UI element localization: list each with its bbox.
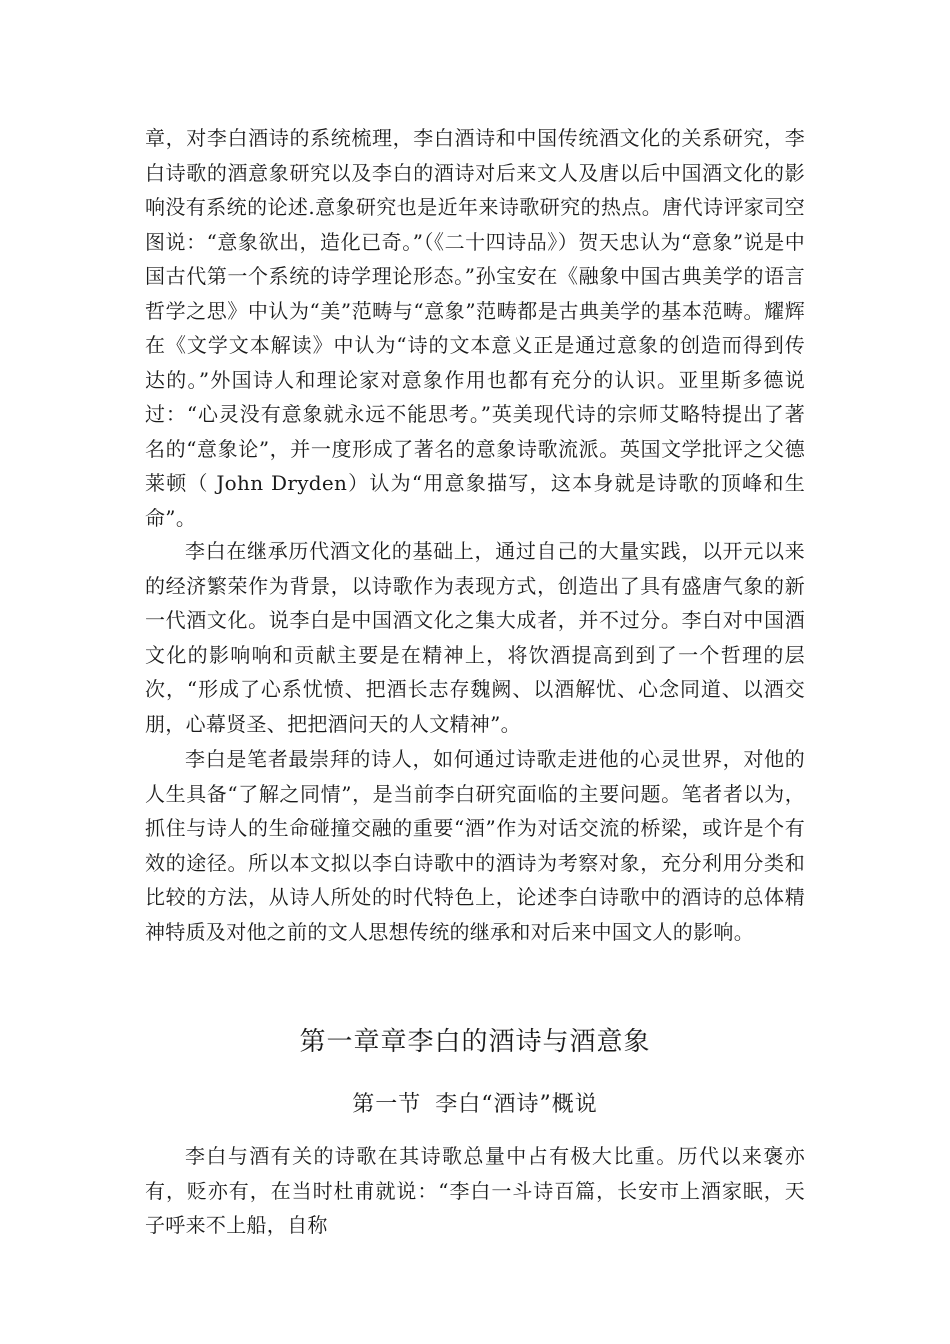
paragraph-research-review: 章，对李白酒诗的系统梳理，李白酒诗和中国传统酒文化的关系研究，李白诗歌的酒意象研究以及李白的酒诗对后来文人及唐以后中国酒文化的影响没有系统的论述.意象研究也是近年来诗歌研究的热点。唐代诗评家司空图说：“意象欲出，造化已奇。”（《二十四诗品》）贺天忠认为“意象”说是中国古代第一个系统的诗学理论形态。”孙宝安在《融象中国古典美学的语言哲学之思》中认为“美”范畴与“意象”范畴都是古典美学的基本范畴。耀辉在《文学文本解读》中认为“诗的文本意义正是通过意象的创造而得到传达的。”外国诗人和理论家对意象作用也都有充分的认识。亚里斯多德说过：“心灵没有意象就永远不能思考。”英美现代诗的宗师艾略特提出了著名的“意象论”，并一度形成了著名的意象诗歌流派。英国文学批评之父德莱顿（ John Dryden）认为“用意象描写，这本身就是诗歌的顶峰和生命”。 (145, 126, 805, 530)
section-number: 第一节 (352, 1092, 422, 1117)
section-title-text: 李白“酒诗”概说 (435, 1092, 598, 1117)
paragraph-section-intro: 李白与酒有关的诗歌在其诗歌总量中占有极大比重。历代以来褒亦有，贬亦有，在当时杜甫就说：“李白一斗诗百篇，长安市上酒家眠，天子呼来不上船，自称 (145, 1144, 805, 1237)
chapter-heading: 第一章章李白的酒诗与酒意象 (299, 1027, 651, 1057)
section-heading (0, 1088, 950, 1122)
paragraph-li-bai-wine-culture: 李白在继承历代酒文化的基础上，通过自己的大量实践，以开元以来的经济繁荣作为背景，以诗歌作为表现方式，创造出了具有盛唐气象的新一代酒文化。说李白是中国酒文化之集大成者，并不过分。李白对中国酒文化的影响响和贡献主要是在精神上，将饮酒提高到到了一个哲理的层次，“形成了心系忧愤、把酒长志存魏阙、以酒解忧、心念同道、以酒交朋，心幕贤圣、把把酒问天的人文精神”。 (145, 539, 805, 736)
paragraph-author-motivation: 李白是笔者最崇拜的诗人，如何通过诗歌走进他的心灵世界，对他的人生具备“了解之同情”，是当前李白研究面临的主要问题。笔者者以为，抓住与诗人的生命碰撞交融的重要“酒”作为对话交流的桥梁，或许是个有效的途径。所以本文拟以李白诗歌中的酒诗为考察对象，充分利用分类和比较的方法，从诗人所处的时代特色上，论述李白诗歌中的酒诗的总体精神特质及对他之前的文人思想传统的继承和对后来中国文人的影响。 (145, 747, 805, 944)
